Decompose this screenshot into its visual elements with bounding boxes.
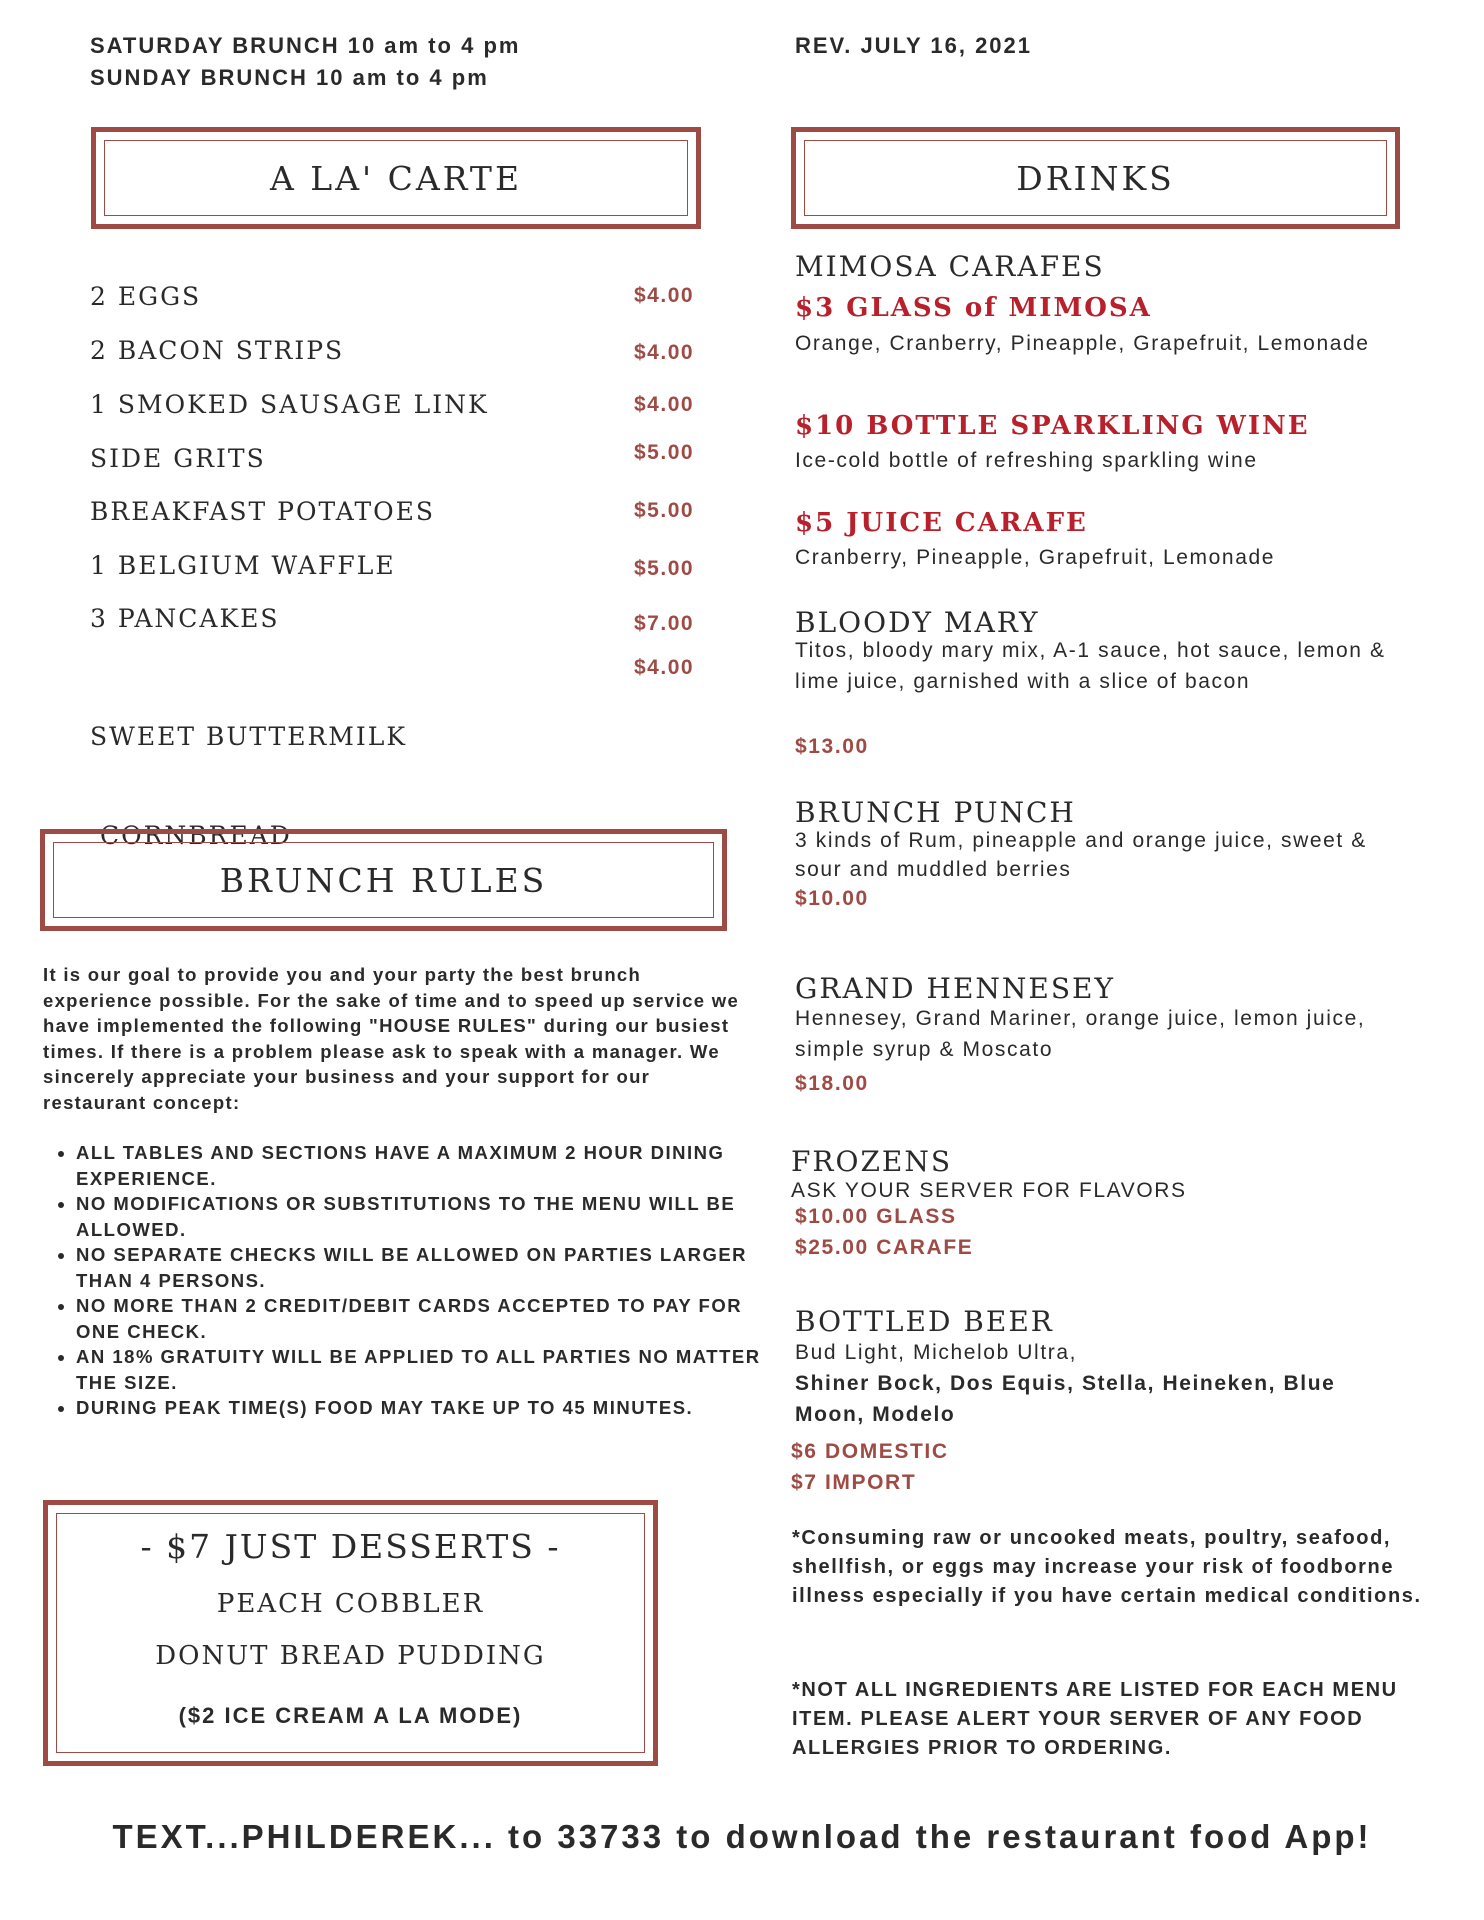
juice-carafe-heading: $5 JUICE CARAFE bbox=[795, 508, 1088, 538]
brunch-rules-title-box bbox=[40, 829, 727, 931]
menu-item-name: 2 EGGS bbox=[90, 282, 202, 311]
brunch-rules-intro: It is our goal to provide you and your party the best brunch experience possible. For the sake of time and to speed up service we have implemented the following "HOUSE RULES" during our busiest times. If there is a problem please ask to speak with a manager. We sincerely appreciate your business and your support for our restaurant concept: bbox=[43, 964, 740, 1113]
menu-item-price: $4.00 bbox=[634, 656, 695, 679]
allergy-notice: *NOT ALL INGREDIENTS ARE LISTED FOR EACH MENU ITEM. PLEASE ALERT YOUR SERVER OF ANY FOOD ALLERGIES PRIOR TO ORDERING. bbox=[792, 1679, 1398, 1759]
menu-item-price: $5.00 bbox=[634, 499, 695, 522]
menu-item-price: $5.00 bbox=[634, 557, 695, 580]
dessert-item: DONUT BREAD PUDDING bbox=[155, 1641, 546, 1671]
bloody-mary-description: Titos, bloody mary mix, A-1 sauce, hot sauce, lemon & lime juice, garnished with a slice of bacon bbox=[795, 639, 1386, 693]
bloody-mary-heading: BLOODY MARY bbox=[795, 606, 1040, 639]
drinks-title: DRINKS bbox=[1016, 158, 1175, 198]
menu-item-name: 1 SMOKED SAUSAGE LINK bbox=[90, 390, 489, 419]
grand-hennesey-description: Hennesey, Grand Mariner, orange juice, lemon juice, simple syrup & Moscato bbox=[795, 1007, 1366, 1061]
sunday-hours: SUNDAY BRUNCH 10 am to 4 pm bbox=[90, 65, 489, 90]
raw-food-warning: *Consuming raw or uncooked meats, poultry, seafood, shellfish, or eggs may increase your risk of foodborne illness especially if you have certain medical conditions. bbox=[792, 1527, 1422, 1607]
frozens-description: ASK YOUR SERVER FOR FLAVORS bbox=[791, 1179, 1187, 1202]
grand-hennesey-heading: GRAND HENNESEY bbox=[795, 972, 1115, 1005]
brunch-punch-price: $10.00 bbox=[795, 887, 869, 910]
brunch-rules-title: BRUNCH RULES bbox=[219, 860, 548, 900]
brunch-punch-description: 3 kinds of Rum, pineapple and orange juice, sweet & sour and muddled berries bbox=[795, 829, 1367, 881]
menu-item-name: 1 BELGIUM WAFFLE bbox=[90, 551, 396, 580]
mimosa-heading: MIMOSA CARAFES bbox=[795, 250, 1105, 283]
dessert-addon: ($2 ICE CREAM A LA MODE) bbox=[178, 1703, 523, 1728]
menu-item-price: $4.00 bbox=[634, 393, 695, 416]
revision-date: REV. JULY 16, 2021 bbox=[795, 33, 1033, 58]
rule-item: • NO MODIFICATIONS OR SUBSTITUTIONS TO THE MENU WILL BE ALLOWED. bbox=[76, 1191, 776, 1242]
a-la-carte-title-box bbox=[91, 127, 701, 229]
frozens-heading: FROZENS bbox=[791, 1145, 953, 1178]
beer-price-import: $7 IMPORT bbox=[791, 1471, 917, 1494]
rule-item: • ALL TABLES AND SECTIONS HAVE A MAXIMUM 2 HOUR DINING EXPERIENCE. bbox=[76, 1140, 776, 1191]
rule-item: • AN 18% GRATUITY WILL BE APPLIED TO ALL PARTIES NO MATTER THE SIZE. bbox=[76, 1344, 776, 1395]
menu-item-price: $7.00 bbox=[634, 612, 695, 635]
sparkling-wine-description: Ice-cold bottle of refreshing sparkling wine bbox=[795, 449, 1258, 472]
juice-carafe-description: Cranberry, Pineapple, Grapefruit, Lemonade bbox=[795, 546, 1276, 569]
menu-item-price: $4.00 bbox=[634, 341, 695, 364]
grand-hennesey-price: $18.00 bbox=[795, 1072, 869, 1095]
frozens-price-carafe: $25.00 CARAFE bbox=[795, 1236, 974, 1259]
menu-item-price: $5.00 bbox=[634, 441, 695, 464]
mimosa-description: Orange, Cranberry, Pineapple, Grapefruit, Lemonade bbox=[795, 332, 1370, 355]
menu-item-name-line: SWEET BUTTERMILK bbox=[90, 722, 408, 751]
menu-item-name-line: CORNBREAD bbox=[90, 821, 292, 850]
dessert-item: PEACH COBBLER bbox=[216, 1589, 485, 1619]
brunch-hours bbox=[90, 30, 520, 94]
mimosa-glass-heading: $3 GLASS of MIMOSA bbox=[795, 293, 1152, 323]
bottled-beer-domestic-list: Bud Light, Michelob Ultra, bbox=[795, 1341, 1078, 1364]
drinks-title-box bbox=[791, 127, 1400, 229]
a-la-carte-title: A LA' CARTE bbox=[269, 158, 523, 198]
menu-item-name: BREAKFAST POTATOES bbox=[90, 497, 436, 526]
bloody-mary-price: $13.00 bbox=[795, 735, 869, 758]
rule-item: • NO SEPARATE CHECKS WILL BE ALLOWED ON PARTIES LARGER THAN 4 PERSONS. bbox=[76, 1242, 776, 1293]
saturday-hours: SATURDAY BRUNCH 10 am to 4 pm bbox=[90, 33, 521, 58]
sparkling-wine-heading: $10 BOTTLE SPARKLING WINE bbox=[795, 411, 1310, 441]
rule-item: • DURING PEAK TIME(S) FOOD MAY TAKE UP TO 45 MINUTES. bbox=[76, 1395, 776, 1421]
desserts-title: - $7 JUST DESSERTS - bbox=[140, 1527, 561, 1566]
menu-item-price: $4.00 bbox=[634, 284, 695, 307]
brunch-rules-list bbox=[43, 1140, 776, 1421]
menu-item-name: 2 BACON STRIPS bbox=[90, 336, 345, 365]
bottled-beer-heading: BOTTLED BEER bbox=[795, 1305, 1054, 1338]
text-app-promo: TEXT...PHILDEREK... to 33733 to download the restaurant food App! bbox=[112, 1818, 1372, 1855]
desserts-box bbox=[43, 1500, 658, 1766]
beer-price-domestic: $6 DOMESTIC bbox=[791, 1440, 949, 1463]
rule-item: • NO MORE THAN 2 CREDIT/DEBIT CARDS ACCEPTED TO PAY FOR ONE CHECK. bbox=[76, 1293, 776, 1344]
brunch-punch-heading: BRUNCH PUNCH bbox=[795, 796, 1076, 829]
frozens-price-glass: $10.00 GLASS bbox=[795, 1205, 957, 1228]
menu-item-name: 3 PANCAKES bbox=[90, 604, 280, 633]
menu-item-name: SIDE GRITS bbox=[90, 444, 266, 473]
bottled-beer-import-list: Shiner Bock, Dos Equis, Stella, Heineken, Blue Moon, Modelo bbox=[795, 1372, 1336, 1426]
